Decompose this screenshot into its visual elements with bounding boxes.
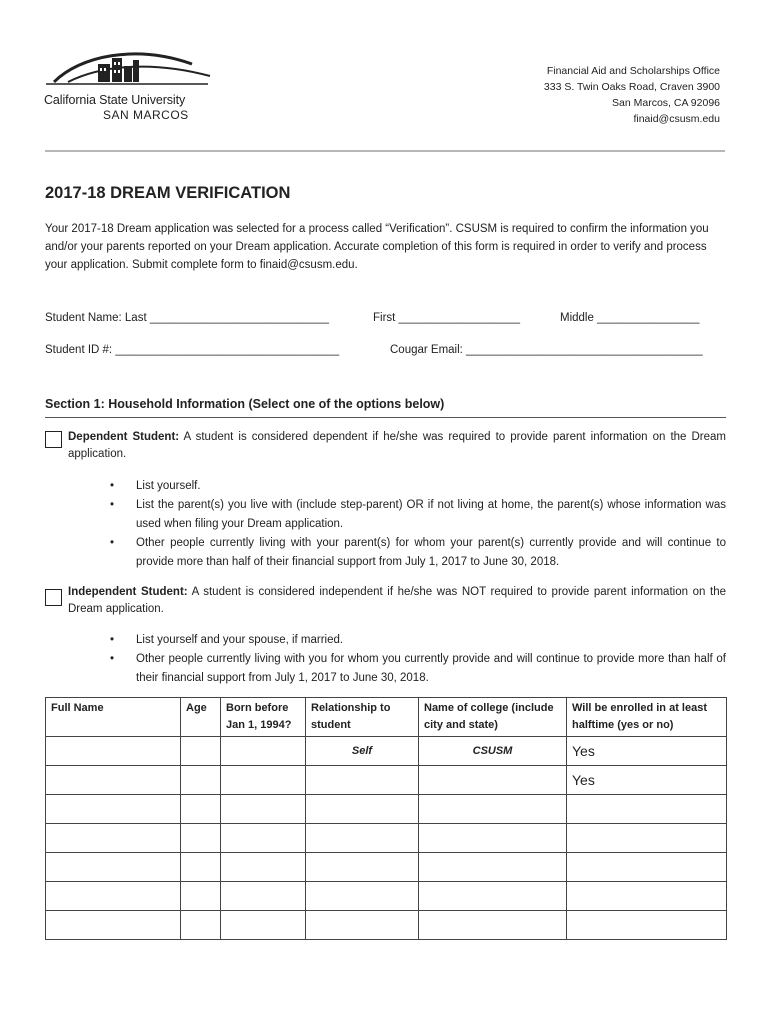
cell-enrolled[interactable] <box>567 911 727 940</box>
cell-age[interactable] <box>181 853 221 882</box>
dependent-student-description <box>68 429 726 463</box>
list-item: • List yourself and your spouse, if married. <box>110 631 726 650</box>
header-divider <box>45 150 725 152</box>
cell-full-name[interactable] <box>46 853 181 882</box>
cell-born-before[interactable] <box>221 824 306 853</box>
address-email: finaid@csusm.edu <box>633 113 720 125</box>
cell-college[interactable] <box>419 795 567 824</box>
cell-college[interactable] <box>419 911 567 940</box>
cell-age[interactable] <box>181 795 221 824</box>
table-row <box>46 911 727 940</box>
cell-enrolled[interactable]: Yes <box>567 737 727 766</box>
student-id-field[interactable]: Student ID #: ___________________________________ <box>45 344 340 356</box>
cell-college[interactable] <box>419 853 567 882</box>
address-city: San Marcos, CA 92096 <box>612 97 720 109</box>
cell-relationship: Self <box>306 737 419 766</box>
dependent-student-label: Dependent Student: <box>68 431 180 443</box>
cell-relationship[interactable] <box>306 853 419 882</box>
cell-relationship[interactable] <box>306 911 419 940</box>
cell-age[interactable] <box>181 911 221 940</box>
address-office: Financial Aid and Scholarships Office <box>546 65 720 77</box>
cell-age[interactable] <box>181 882 221 911</box>
cell-enrolled[interactable] <box>567 882 727 911</box>
list-item: • Other people currently living with you for whom you currently provide and will continue to provide more than half of their financial support from July 1, 2017 to June 30, 2018. <box>110 650 726 688</box>
col-age: Age <box>181 698 221 737</box>
cell-full-name[interactable] <box>46 911 181 940</box>
csusm-logo <box>40 42 215 130</box>
cell-enrolled[interactable]: Yes <box>567 766 727 795</box>
independent-student-description <box>68 584 726 618</box>
dependent-student-checkbox[interactable] <box>45 431 62 448</box>
list-item: • List yourself. <box>110 477 726 496</box>
cell-born-before[interactable] <box>221 737 306 766</box>
cell-college[interactable] <box>419 824 567 853</box>
campus-skyline-icon <box>40 42 215 92</box>
cell-born-before[interactable] <box>221 911 306 940</box>
cell-relationship[interactable] <box>306 824 419 853</box>
cell-age[interactable] <box>181 737 221 766</box>
cell-full-name[interactable] <box>46 766 181 795</box>
table-row <box>46 824 727 853</box>
cell-age[interactable] <box>181 824 221 853</box>
independent-student-text: A student is considered independent if he/she was NOT required to provide parent information on the Dream application. <box>68 586 726 615</box>
independent-bullet-list <box>110 631 726 688</box>
table-row <box>46 766 727 795</box>
form-title: 2017-18 DREAM VERIFICATION <box>45 184 291 202</box>
cell-relationship[interactable] <box>306 795 419 824</box>
cell-college[interactable] <box>419 882 567 911</box>
section1-title: Section 1: Household Information (Select one of the options below) <box>45 397 445 411</box>
student-last-name-field[interactable]: Student Name: Last ____________________________ <box>45 312 329 324</box>
logo-university-name: California State University <box>44 93 186 107</box>
household-table <box>45 697 727 940</box>
intro-paragraph: Your 2017-18 Dream application was selected for a process called “Verification”. CSUSM is required to confirm the information you and/or your parents reported on your Dream application. Accurate completion of this form is required in order to verify and process your application. Submit complete form to finaid@csusm.edu. <box>45 223 709 271</box>
cell-enrolled[interactable] <box>567 853 727 882</box>
cell-enrolled[interactable] <box>567 795 727 824</box>
col-born-before: Born before Jan 1, 1994? <box>221 698 306 737</box>
col-college: Name of college (include city and state) <box>419 698 567 737</box>
list-item: • List the parent(s) you live with (include step-parent) OR if not living at home, the parent(s) whose information was used when filing your Dream application. <box>110 496 726 534</box>
table-header-row <box>46 698 727 737</box>
logo-campus-name: SAN MARCOS <box>103 108 189 122</box>
address-street: 333 S. Twin Oaks Road, Craven 3900 <box>543 81 720 93</box>
dependent-bullet-list <box>110 477 726 572</box>
cell-age[interactable] <box>181 766 221 795</box>
cell-born-before[interactable] <box>221 853 306 882</box>
cell-born-before[interactable] <box>221 795 306 824</box>
cell-born-before[interactable] <box>221 766 306 795</box>
independent-student-label: Independent Student: <box>68 586 188 598</box>
list-item: • Other people currently living with your parent(s) for whom your parent(s) currently provide and will continue to provide more than half of their financial support from July 1, 2017 to June 30, 2018. <box>110 534 726 572</box>
cell-full-name[interactable] <box>46 795 181 824</box>
cell-college[interactable] <box>419 766 567 795</box>
col-relationship: Relationship to student <box>306 698 419 737</box>
cell-college: CSUSM <box>419 737 567 766</box>
table-row <box>46 853 727 882</box>
cell-enrolled[interactable] <box>567 824 727 853</box>
student-middle-name-field[interactable]: Middle ________________ <box>560 312 700 324</box>
table-row <box>46 882 727 911</box>
cell-born-before[interactable] <box>221 882 306 911</box>
table-row <box>46 737 727 766</box>
col-enrolled: Will be enrolled in at least halftime (yes or no) <box>567 698 727 737</box>
dependent-student-text: A student is considered dependent if he/she was required to provide parent information on the Dream application. <box>68 431 726 460</box>
cougar-email-field[interactable]: Cougar Email: _____________________________________ <box>390 344 703 356</box>
student-first-name-field[interactable]: First ___________________ <box>373 312 521 324</box>
table-row <box>46 795 727 824</box>
cell-full-name[interactable] <box>46 882 181 911</box>
independent-student-checkbox[interactable] <box>45 589 62 606</box>
cell-relationship[interactable] <box>306 882 419 911</box>
cell-full-name[interactable] <box>46 737 181 766</box>
cell-full-name[interactable] <box>46 824 181 853</box>
office-address <box>544 63 720 127</box>
col-full-name: Full Name <box>46 698 181 737</box>
section1-divider <box>45 417 726 418</box>
cell-relationship[interactable] <box>306 766 419 795</box>
